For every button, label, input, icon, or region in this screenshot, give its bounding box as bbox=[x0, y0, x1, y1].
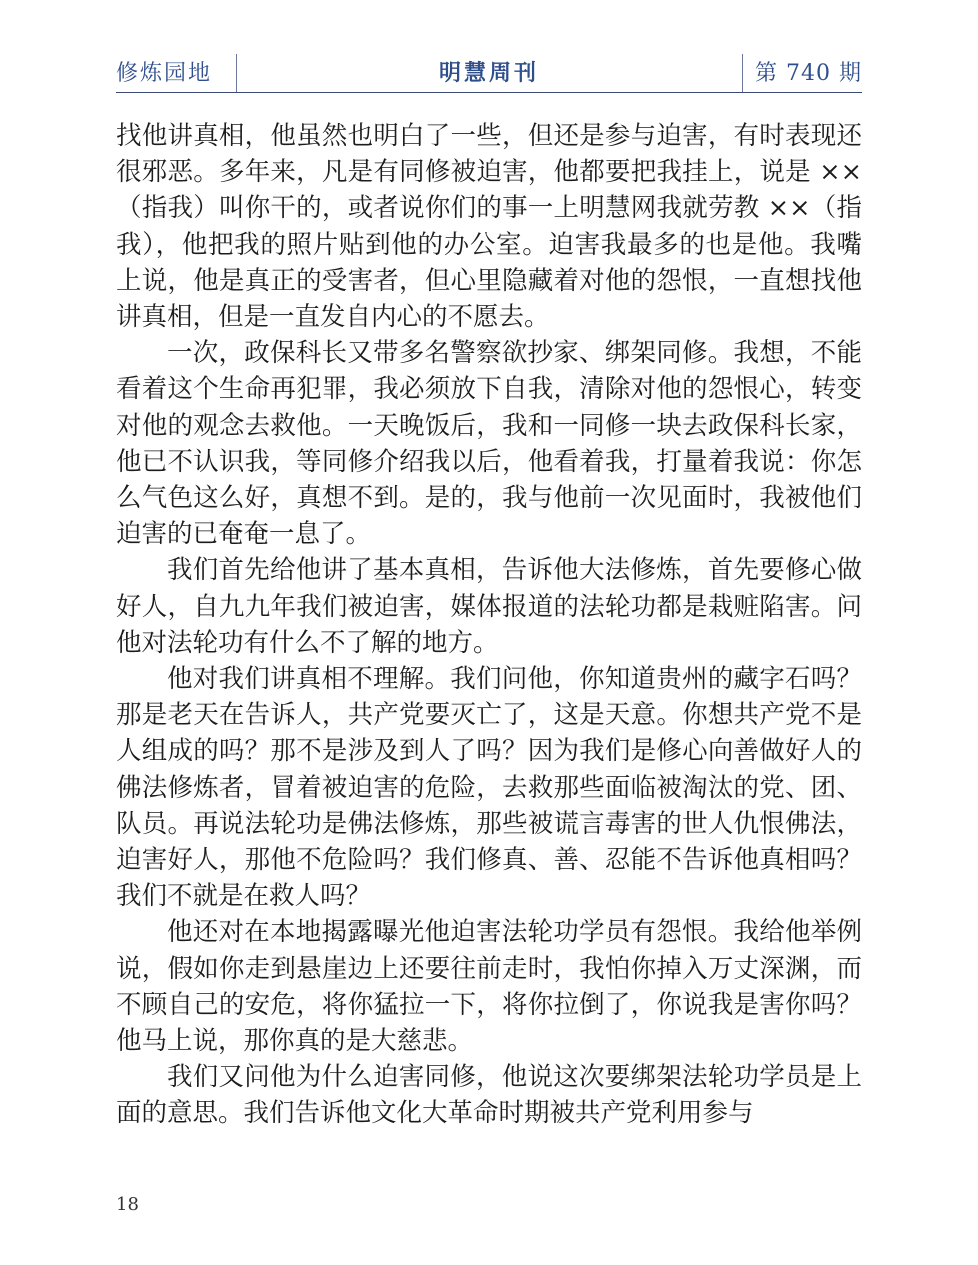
page-number: 18 bbox=[116, 1194, 139, 1215]
paragraph: 他还对在本地揭露曝光他迫害法轮功学员有怨恨。我给他举例说，假如你走到悬崖边上还要往前走时，我怕你掉入万丈深渊，而不顾自己的安危，将你猛拉一下，将你拉倒了，你说我是害你吗？他马上说，那你真的是大慈悲。 bbox=[116, 917, 862, 1057]
paragraph: 我们首先给他讲了基本真相，告诉他大法修炼，首先要修心做好人，自九九年我们被迫害，媒体报道的法轮功都是栽赃陷害。问他对法轮功有什么不了解的地方。 bbox=[116, 555, 862, 658]
issue-number: 第 740 期 bbox=[755, 61, 862, 86]
page-header bbox=[116, 48, 862, 93]
section-title: 修炼园地 bbox=[116, 61, 213, 86]
header-divider-right bbox=[742, 54, 743, 92]
paragraph: 一次，政保科长又带多名警察欲抄家、绑架同修。我想，不能看着这个生命再犯罪，我必须放下自我，清除对他的怨恨心，转变对他的观念去救他。一天晚饭后，我和一同修一块去政保科长家，他已不认识我，等同修介绍我以后，他看着我，打量着我说：你怎么气色这么好，真想不到。是的，我与他前一次见面时，我被他们迫害的已奄奄一息了。 bbox=[116, 338, 862, 550]
article-body bbox=[116, 118, 862, 1132]
paragraph-continued: 找他讲真相，他虽然也明白了一些，但还是参与迫害，有时表现还很邪恶。多年来，凡是有同修被迫害，他都要把我挂上，说是 ××（指我）叫你干的，或者说你们的事一上明慧网我就劳教 ××（指我），他把我的照片贴到他的办公室。迫害我最多的也是他。我嘴上说，他是真正的受害者，但心里隐藏着对他的怨恨，一直想找他讲真相，但是一直发自内心的不愿去。 bbox=[116, 121, 862, 333]
paragraph: 他对我们讲真相不理解。我们问他，你知道贵州的藏字石吗？那是老天在告诉人，共产党要灭亡了，这是天意。你想共产党不是人组成的吗？那不是涉及到人了吗？因为我们是修心向善做好人的佛法修炼者，冒着被迫害的危险，去救那些面临被淘汰的党、团、队员。再说法轮功是佛法修炼，那些被谎言毒害的世人仇恨佛法，迫害好人，那他不危险吗？我们修真、善、忍能不告诉他真相吗？我们不就是在救人吗？ bbox=[116, 664, 862, 912]
publication-title: 明慧周刊 bbox=[438, 60, 539, 86]
paragraph: 我们又问他为什么迫害同修，他说这次要绑架法轮功学员是上面的意思。我们告诉他文化大革命时期被共产党利用参与 bbox=[116, 1062, 862, 1129]
